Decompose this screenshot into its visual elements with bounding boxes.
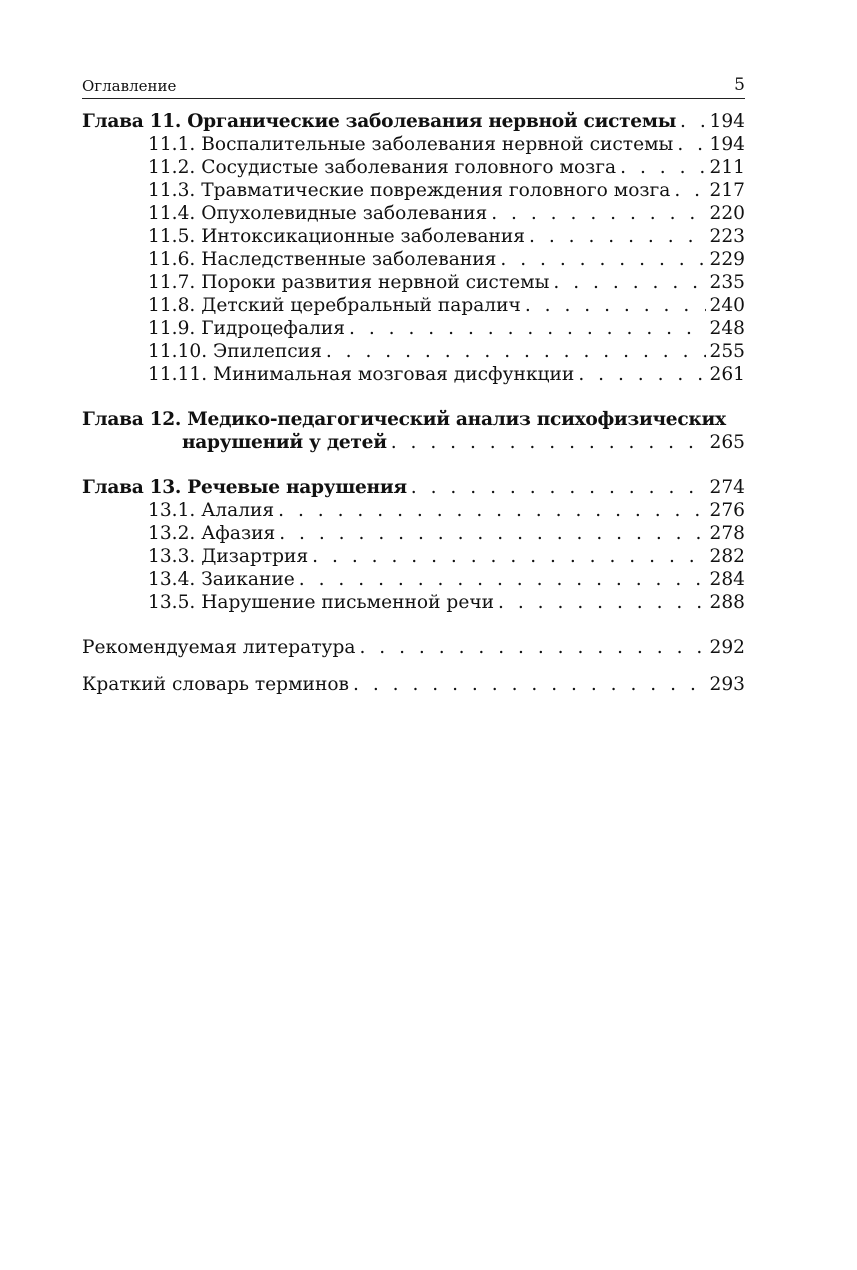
toc-chapter-12 [82, 431, 745, 454]
dot-leader [349, 317, 705, 340]
header-page-number: 5 [734, 75, 745, 95]
toc-entry-title: Рекомендуемая литература [82, 637, 356, 658]
running-header [82, 75, 745, 99]
dot-leader [391, 431, 706, 454]
dot-leader [553, 271, 705, 294]
toc-entry-title: 11.9. Гидроцефалия [148, 318, 346, 339]
dot-leader [500, 248, 705, 271]
toc-entry-page: 240 [709, 295, 745, 316]
spacer [82, 386, 745, 408]
dot-leader [312, 545, 705, 568]
toc-item [82, 133, 745, 156]
toc-entry-page: 229 [709, 249, 745, 270]
toc-item [82, 522, 745, 545]
toc-item [82, 179, 745, 202]
toc-item [82, 499, 745, 522]
dot-leader [299, 568, 706, 591]
toc-entry-title: 11.4. Опухолевидные заболевания [148, 203, 488, 224]
toc-chapter-11 [82, 110, 745, 133]
toc-entry-title: 11.5. Интоксикационные заболевания [148, 226, 525, 247]
toc-entry-page: 248 [709, 318, 745, 339]
dot-leader [680, 110, 705, 133]
toc-entry-page: 223 [709, 226, 745, 247]
toc-item [82, 317, 745, 340]
toc-chapter-13 [82, 476, 745, 499]
toc-item [82, 202, 745, 225]
toc-item [82, 248, 745, 271]
dot-leader [529, 225, 706, 248]
toc-entry-title: нарушений у детей [182, 432, 387, 453]
dot-leader [578, 363, 705, 386]
toc-literature [82, 636, 745, 659]
toc-entry-page: 261 [709, 364, 745, 385]
toc-entry-page: 194 [709, 111, 745, 132]
dot-leader [620, 156, 705, 179]
toc-entry-title: 11.11. Минимальная мозговая дисфункции [148, 364, 575, 385]
toc-entry-title: 13.2. Афазия [148, 523, 276, 544]
toc-entry-page: 217 [709, 180, 745, 201]
toc-entry-title: 11.10. Эпилепсия [148, 341, 322, 362]
toc-entry-page: 282 [709, 546, 745, 567]
dot-leader [353, 673, 706, 696]
toc-entry-page: 265 [709, 432, 745, 453]
toc-item [82, 271, 745, 294]
header-title: Оглавление [82, 77, 177, 95]
dot-leader [491, 202, 705, 225]
toc-entry-page: 293 [709, 674, 745, 695]
toc-entry-page: 288 [709, 592, 745, 613]
toc-glossary [82, 673, 745, 696]
table-of-contents [82, 110, 745, 696]
toc-entry-title: 13.4. Заикание [148, 569, 295, 590]
spacer [82, 659, 745, 673]
toc-entry-title: 11.3. Травматические повреждения головного мозга [148, 180, 671, 201]
toc-entry-page: 255 [709, 341, 745, 362]
dot-leader [674, 179, 705, 202]
toc-item [82, 340, 745, 363]
toc-entry-page: 274 [709, 477, 745, 498]
toc-item [82, 294, 745, 317]
toc-entry-title: 13.1. Алалия [148, 500, 275, 521]
toc-entry-page: 284 [709, 569, 745, 590]
spacer [82, 454, 745, 476]
toc-entry-page: 211 [709, 157, 745, 178]
toc-entry-title: 11.1. Воспалительные заболевания нервной системы [148, 134, 674, 155]
toc-entry-title: 11.7. Пороки развития нервной системы [148, 272, 550, 293]
toc-item [82, 545, 745, 568]
toc-entry-title: 13.5. Нарушение письменной речи [148, 592, 495, 613]
toc-item [82, 591, 745, 614]
toc-item [82, 363, 745, 386]
toc-entry-title: Глава 11. Органические заболевания нервной системы [82, 111, 677, 132]
toc-item [82, 156, 745, 179]
toc-item [82, 568, 745, 591]
dot-leader [326, 340, 706, 363]
toc-entry-title: 11.6. Наследственные заболевания [148, 249, 497, 270]
toc-item [82, 225, 745, 248]
toc-entry-page: 276 [709, 500, 745, 521]
dot-leader [525, 294, 706, 317]
dot-leader [278, 499, 705, 522]
toc-entry-title: 11.8. Детский церебральный паралич [148, 295, 521, 316]
toc-entry-page: 278 [709, 523, 745, 544]
dot-leader [498, 591, 705, 614]
toc-entry-page: 292 [709, 637, 745, 658]
dot-leader [677, 133, 705, 156]
toc-entry-page: 235 [709, 272, 745, 293]
toc-entry-title: Глава 13. Речевые нарушения [82, 477, 407, 498]
toc-chapter-12-title: Глава 12. Медико-педагогический анализ психофизических [82, 409, 726, 430]
toc-entry-title: 11.2. Сосудистые заболевания головного мозга [148, 157, 617, 178]
toc-entry-title: Краткий словарь терминов [82, 674, 349, 695]
toc-entry-page: 194 [709, 134, 745, 155]
spacer [82, 614, 745, 636]
toc-entry-title: 13.3. Дизартрия [148, 546, 309, 567]
dot-leader [411, 476, 706, 499]
dot-leader [359, 636, 705, 659]
dot-leader [279, 522, 705, 545]
toc-entry-page: 220 [709, 203, 745, 224]
